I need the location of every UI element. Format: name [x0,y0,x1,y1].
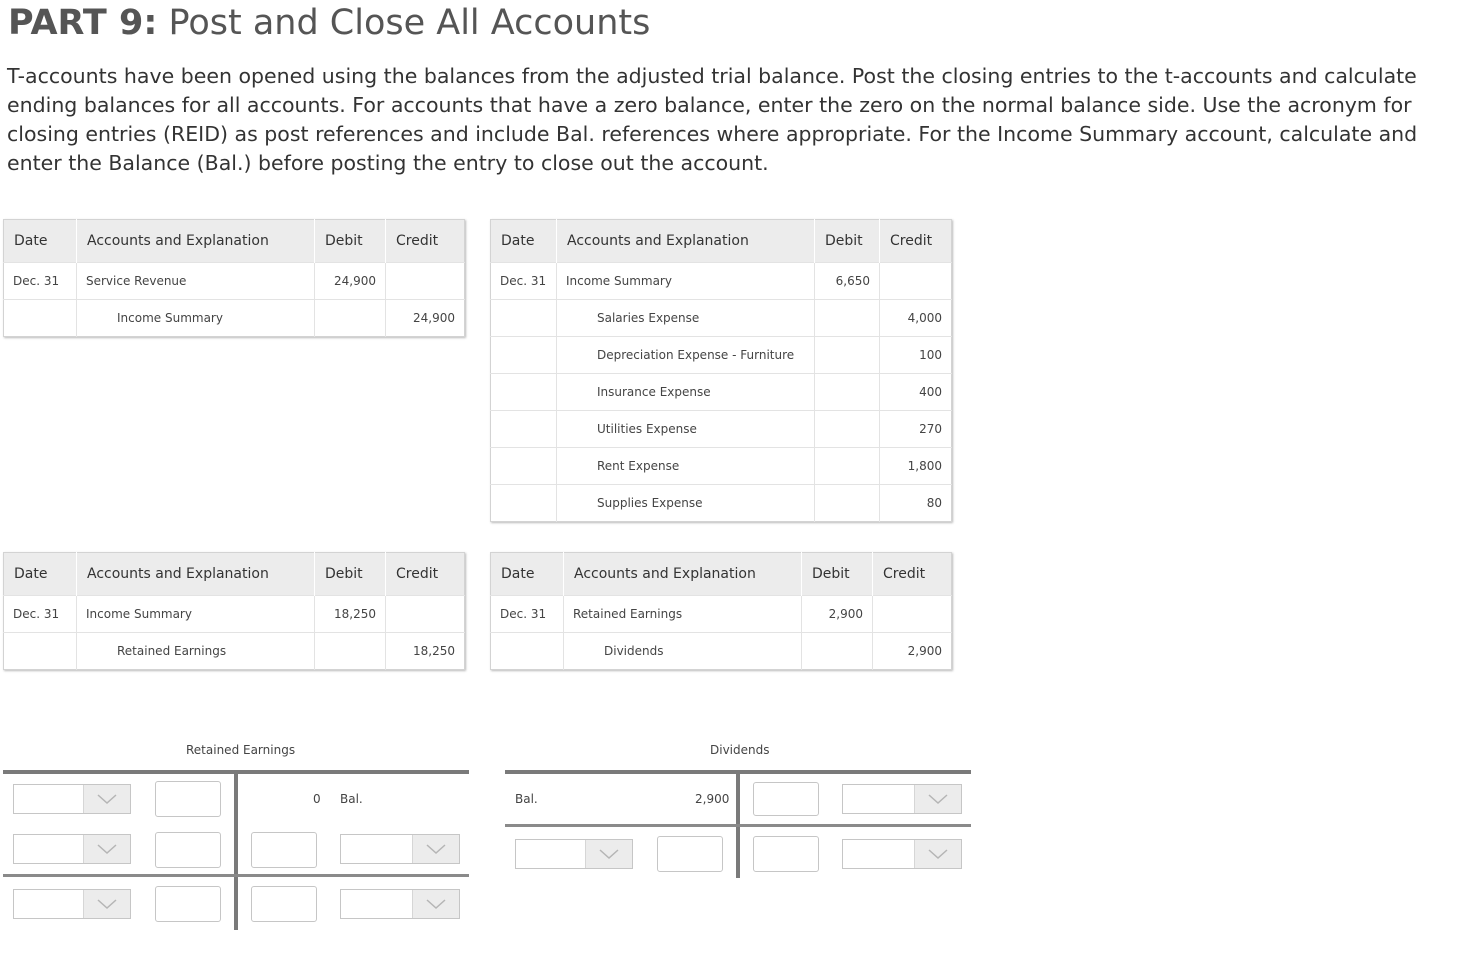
credit-amount-input[interactable] [753,836,819,872]
credit-cell [880,263,952,300]
debit-cell [315,633,386,670]
debit-cell [815,300,880,337]
credit-amount-input[interactable] [753,782,819,816]
debit-amount-input[interactable] [657,836,723,872]
chevron-down-icon [914,785,961,813]
chevron-down-icon [83,835,130,863]
post-ref-select[interactable] [13,784,131,814]
t-account-row-divider [505,824,971,827]
post-ref-select[interactable] [340,889,460,919]
date-cell [491,411,557,448]
table-row [491,374,952,411]
account-cell: Rent Expense [557,448,815,485]
debit-amount-input[interactable] [155,886,221,922]
column-header-date: Date [491,220,557,263]
account-cell: Service Revenue [77,263,315,300]
post-ref-select[interactable] [842,784,962,814]
credit-cell [386,263,465,300]
column-header-account: Accounts and Explanation [77,220,315,263]
credit-cell: 24,900 [386,300,465,337]
date-cell [4,633,77,670]
debit-cell [315,300,386,337]
date-cell [491,485,557,522]
debit-cell [802,633,873,670]
table-row [4,633,465,670]
credit-cell [873,596,952,633]
debit-ref-value: Bal. [515,792,538,806]
debit-cell [815,448,880,485]
post-ref-select[interactable] [515,839,633,869]
credit-ref-value: Bal. [340,792,363,806]
table-row [491,300,952,337]
credit-cell: 2,900 [873,633,952,670]
account-cell: Dividends [564,633,802,670]
post-ref-select[interactable] [13,834,131,864]
debit-cell: 6,650 [815,263,880,300]
date-cell [491,633,564,670]
page-title [8,3,650,43]
t-account-title: Retained Earnings [186,743,296,757]
column-header-date: Date [4,553,77,596]
journal-table-service-revenue [3,219,465,337]
debit-cell [815,485,880,522]
t-account-title: Dividends [710,743,770,757]
date-cell [491,337,557,374]
t-account-center-line [234,770,238,930]
column-header-credit: Credit [880,220,952,263]
debit-amount-input[interactable] [155,832,221,868]
t-account-row-divider [3,874,469,877]
credit-cell: 400 [880,374,952,411]
chevron-down-icon [83,890,130,918]
date-cell: Dec. 31 [491,596,564,633]
date-cell: Dec. 31 [491,263,557,300]
table-row [491,448,952,485]
account-cell: Retained Earnings [77,633,315,670]
journal-table-income-summary [3,552,465,670]
credit-amount-input[interactable] [251,832,317,868]
column-header-debit: Debit [815,220,880,263]
debit-cell: 24,900 [315,263,386,300]
table-row [491,485,952,522]
credit-cell [386,596,465,633]
debit-cell [815,411,880,448]
credit-cell: 1,800 [880,448,952,485]
debit-cell [815,337,880,374]
table-row [491,596,952,633]
date-cell: Dec. 31 [4,596,77,633]
debit-cell: 18,250 [315,596,386,633]
chevron-down-icon [412,835,459,863]
credit-cell: 4,000 [880,300,952,337]
column-header-credit: Credit [386,553,465,596]
date-cell [4,300,77,337]
credit-amount-input[interactable] [251,886,317,922]
account-cell: Income Summary [77,300,315,337]
account-cell: Utilities Expense [557,411,815,448]
part-label: PART 9: [8,3,158,43]
credit-cell: 100 [880,337,952,374]
credit-cell: 18,250 [386,633,465,670]
column-header-debit: Debit [315,220,386,263]
column-header-account: Accounts and Explanation [77,553,315,596]
post-ref-select[interactable] [13,889,131,919]
account-cell: Retained Earnings [564,596,802,633]
credit-cell: 270 [880,411,952,448]
debit-amount-input[interactable] [155,781,221,817]
chevron-down-icon [914,840,961,868]
account-cell: Supplies Expense [557,485,815,522]
debit-cell [815,374,880,411]
instructions-text: T-accounts have been opened using the balances from the adjusted trial balance. Post the closing entries to the t-accounts and calculate ending balances for all accounts. For accounts that have a zero balance, enter the zero on the normal balance side. Use the acronym for closing entries (REID) as post references and include Bal. references where appropriate. For the Income Summary account, calculate and enter the Balance (Bal.) before posting the entry to close out the account. [7,64,1418,175]
chevron-down-icon [83,785,130,813]
column-header-credit: Credit [386,220,465,263]
journal-table-expenses [490,219,952,522]
column-header-date: Date [491,553,564,596]
credit-amount-value: 0 [313,792,321,806]
account-cell: Income Summary [77,596,315,633]
chevron-down-icon [412,890,459,918]
table-row [491,633,952,670]
column-header-debit: Debit [315,553,386,596]
table-row [491,263,952,300]
table-row [4,596,465,633]
column-header-debit: Debit [802,553,873,596]
date-cell [491,448,557,485]
table-row [491,411,952,448]
account-cell: Insurance Expense [557,374,815,411]
account-cell: Income Summary [557,263,815,300]
account-cell: Salaries Expense [557,300,815,337]
account-cell: Depreciation Expense - Furniture [557,337,815,374]
journal-table-dividends [490,552,952,670]
table-row [491,337,952,374]
column-header-account: Accounts and Explanation [557,220,815,263]
table-row [4,300,465,337]
debit-amount-value: 2,900 [695,792,730,806]
date-cell [491,374,557,411]
page-title-text: Post and Close All Accounts [168,3,651,43]
debit-cell: 2,900 [802,596,873,633]
date-cell: Dec. 31 [4,263,77,300]
date-cell [491,300,557,337]
post-ref-select[interactable] [842,839,962,869]
chevron-down-icon [585,840,632,868]
table-row [4,263,465,300]
credit-cell: 80 [880,485,952,522]
column-header-account: Accounts and Explanation [564,553,802,596]
column-header-date: Date [4,220,77,263]
column-header-credit: Credit [873,553,952,596]
post-ref-select[interactable] [340,834,460,864]
